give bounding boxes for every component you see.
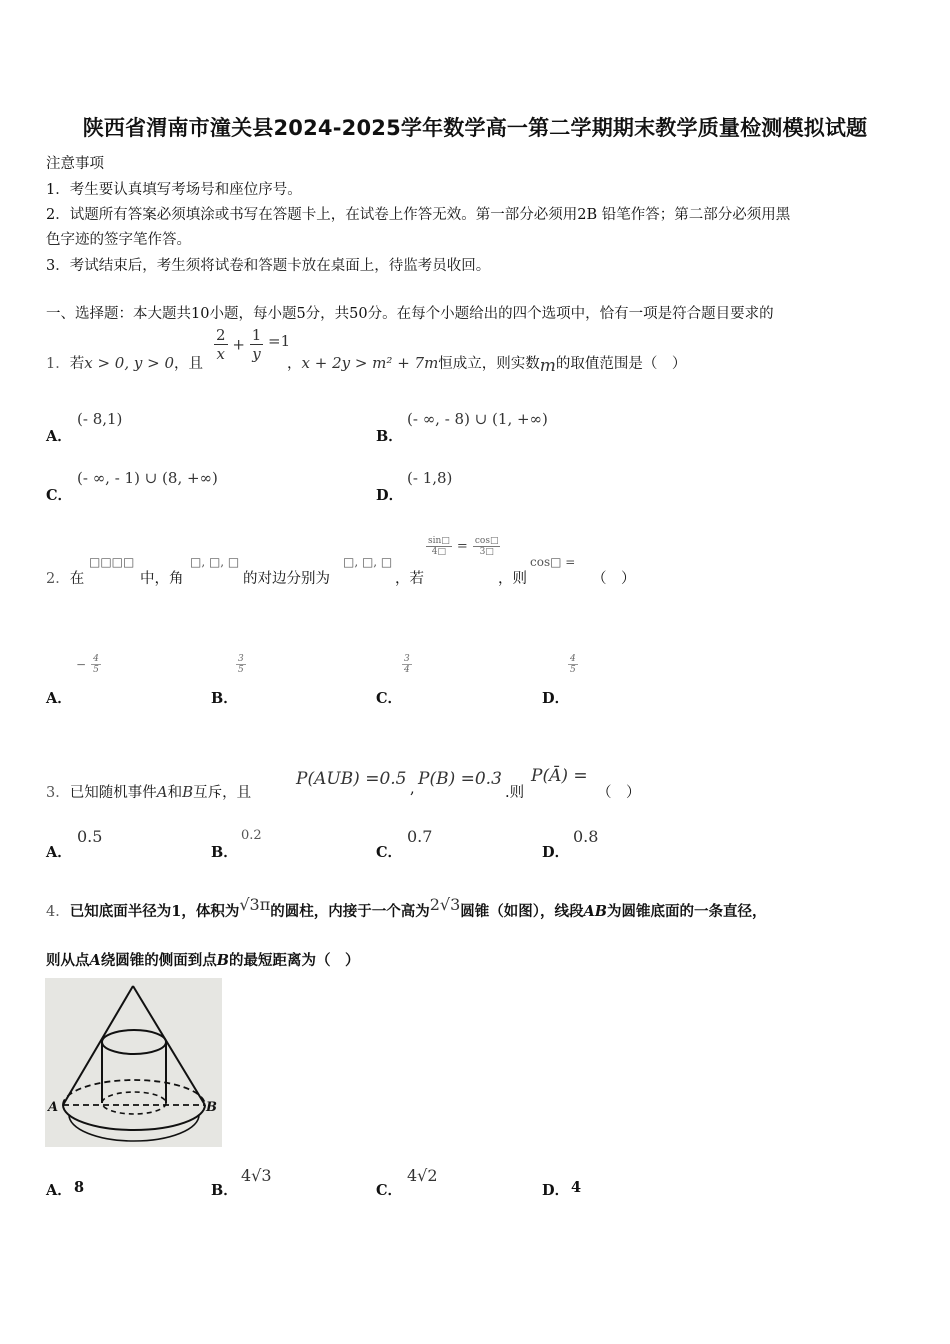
q1-option-c-value: (- ∞, - 1) ∪ (8, +∞) <box>77 469 218 487</box>
q4-option-c-value: 4√2 <box>407 1166 438 1185</box>
q3-number: 3． <box>46 785 70 801</box>
q3-option-b-label[interactable]: B． <box>211 844 238 861</box>
q2-option-b-num: 3 <box>238 654 244 664</box>
q1-text-1: 若 <box>69 356 85 372</box>
q1-option-b-value: (- ∞, - 8) ∪ (1, +∞) <box>407 410 548 428</box>
q2-option-c-den: 4 <box>404 665 410 675</box>
q2-option-d-den: 5 <box>570 665 576 675</box>
question-1-stem-2 <box>287 352 687 376</box>
q3-text-1: 已知随机事件 <box>69 785 157 801</box>
q1-text-4: 恒成立，则实数 <box>438 356 540 372</box>
q1-option-b-label[interactable]: B． <box>376 428 403 445</box>
question-3-stem <box>46 781 251 802</box>
q4-option-b-value: 4√3 <box>241 1166 272 1185</box>
notice-item-2-cont: 色字迹的签字笔作答。 <box>46 232 191 248</box>
q2-rhs-den: 3□ <box>479 547 494 557</box>
q1-equals-one: =1 <box>268 332 291 350</box>
q4-text-2: 的圆柱，内接于一个高为 <box>270 903 430 920</box>
notice-item-1: 1．考生要认真填写考场号和座位序号。 <box>46 182 302 198</box>
q2-condition <box>426 536 500 557</box>
q3-text-2: 和 <box>167 785 183 801</box>
q3-expr-2: P(B) =0.3 <box>418 769 502 789</box>
question-4-stem <box>46 895 767 921</box>
q4-text-5: 则从点 <box>46 952 90 969</box>
q3-text-3: 互斥，且 <box>193 785 252 801</box>
page-title: 陕西省渭南市潼关县2024-2025学年数学高一第二学期期末教学质量检测模拟试题 <box>82 116 868 140</box>
q2-option-b-den: 5 <box>238 665 244 675</box>
q4-option-c-label[interactable]: C． <box>376 1182 403 1199</box>
q4-point-a: A <box>89 952 101 969</box>
q2-option-a-num: 4 <box>93 654 99 664</box>
q4-text-1: 已知底面半径为1，体积为 <box>69 903 240 920</box>
q4-number: 4． <box>46 904 70 920</box>
q2-option-c-num: 3 <box>404 654 410 664</box>
section-heading: 一、选择题：本大题共10小题，每小题5分，共50分。在每个小题给出的四个选项中，恰有一项是符合题目要求的 <box>46 306 774 322</box>
q4-text-4: 为圆锥底面的一条直径， <box>607 903 767 920</box>
q1-frac2-den: y <box>252 345 261 363</box>
q3-option-a-label[interactable]: A． <box>46 844 72 861</box>
figure-label-b: B <box>206 1100 217 1115</box>
q4-height: 2√3 <box>429 895 461 914</box>
q1-frac1-den: x <box>216 345 225 363</box>
q2-eq: = <box>456 539 468 554</box>
q3-option-c-value: 0.7 <box>407 827 433 846</box>
q3-option-c-label[interactable]: C． <box>376 844 403 861</box>
q1-frac1-num: 2 <box>216 326 226 344</box>
notice-heading: 注意事项 <box>46 156 104 172</box>
q2-lhs-num: sin□ <box>428 536 450 546</box>
q2-text-6: （ ） <box>592 571 636 587</box>
q4-option-b-label[interactable]: B． <box>211 1182 238 1199</box>
q3-option-a-value: 0.5 <box>77 827 103 846</box>
q1-option-a-value: (- 8,1) <box>77 410 123 428</box>
q2-text-4: ，若 <box>395 571 424 587</box>
q1-text-5: 的取值范围是（ ） <box>555 356 687 372</box>
q3-option-b-value: 0.2 <box>241 828 262 843</box>
q2-option-d-value <box>568 654 578 675</box>
q3-expr-3: P(Ā) = <box>531 766 588 786</box>
q2-option-b-value <box>236 654 246 675</box>
q2-number-text <box>46 567 84 588</box>
q2-option-b-label[interactable]: B． <box>211 690 238 707</box>
cone-diagram <box>45 978 222 1147</box>
q2-option-a-den: 5 <box>93 665 99 675</box>
q4-option-a-value: 8 <box>74 1179 85 1196</box>
q2-target: cos□ = <box>530 555 576 569</box>
q1-option-d-label[interactable]: D． <box>376 487 404 504</box>
q4-option-d-label[interactable]: D． <box>542 1182 570 1199</box>
q2-option-d-num: 4 <box>570 654 576 664</box>
question-4-stem-2 <box>46 949 360 970</box>
q2-text-3: 的对边分别为 <box>243 571 330 587</box>
q1-text-3: ， <box>287 356 302 372</box>
q4-segment-ab: AB <box>583 903 608 920</box>
q2-text-5: ，则 <box>498 571 527 587</box>
q3-event-a: A <box>156 783 168 801</box>
q1-option-a-label[interactable]: A． <box>46 428 72 445</box>
q3-sep: , <box>410 781 415 797</box>
q1-var-m: m <box>539 356 556 376</box>
q4-text-6: 绕圆锥的侧面到点 <box>100 952 217 969</box>
q2-option-d-label[interactable]: D． <box>542 690 570 707</box>
q4-text-3: 圆锥（如图），线段 <box>460 903 584 920</box>
q2-option-c-value <box>402 654 412 675</box>
q2-option-a-label[interactable]: A． <box>46 690 72 707</box>
q4-text-7: 的最短距离为（ ） <box>229 952 360 969</box>
q3-event-b: B <box>182 783 194 801</box>
q4-point-b: B <box>216 952 230 969</box>
q2-lhs-den: 4□ <box>431 547 447 557</box>
q2-number: 2． <box>46 571 70 587</box>
question-1-stem <box>46 352 203 373</box>
q3-option-d-value: 0.8 <box>573 827 599 846</box>
q4-volume: √3π <box>239 895 271 914</box>
q2-angles: □, □, □ <box>190 555 240 569</box>
q1-text-2: ，且 <box>174 356 203 372</box>
q1-equation <box>214 326 290 363</box>
q1-plus: + <box>232 335 245 354</box>
q2-option-a-value <box>76 654 101 675</box>
q2-option-c-label[interactable]: C． <box>376 690 403 707</box>
q2-rhs-num: cos□ <box>474 536 499 546</box>
q1-frac2-num: 1 <box>251 326 262 344</box>
q3-text-5: （ ） <box>597 785 641 801</box>
q1-inequality: x + 2y > m² + 7m <box>301 354 439 372</box>
q1-option-c-label[interactable]: C． <box>46 487 73 504</box>
q4-option-d-value: 4 <box>571 1179 582 1196</box>
figure-label-a: A <box>48 1100 59 1115</box>
q2-text-2: 中，角 <box>140 571 184 587</box>
q2-sides: □, □, □ <box>343 555 393 569</box>
q1-condition: x > 0, y > 0 <box>84 354 174 372</box>
notice-item-2: 2．试题所有答案必须填涂或书写在答题卡上，在试卷上作答无效。第一部分必须用2B 铅笔作答；第二部分必须用黑 <box>46 207 791 223</box>
q3-expr-1: P(AUB) =0.5 <box>296 769 407 789</box>
q1-number: 1． <box>46 356 70 372</box>
cone-figure <box>45 978 222 1147</box>
q3-text-4: .则 <box>505 785 525 801</box>
q3-option-d-label[interactable]: D． <box>542 844 570 861</box>
q1-option-d-value: (- 1,8) <box>407 469 453 487</box>
notice-item-3: 3．考试结束后，考生须将试卷和答题卡放在桌面上，待监考员收回。 <box>46 258 491 274</box>
q4-option-a-label[interactable]: A． <box>46 1182 72 1199</box>
q2-triangle-symbol: □□□□ <box>89 555 135 569</box>
q2-option-a-sign: − <box>76 657 87 672</box>
q2-text-1: 在 <box>69 571 85 587</box>
